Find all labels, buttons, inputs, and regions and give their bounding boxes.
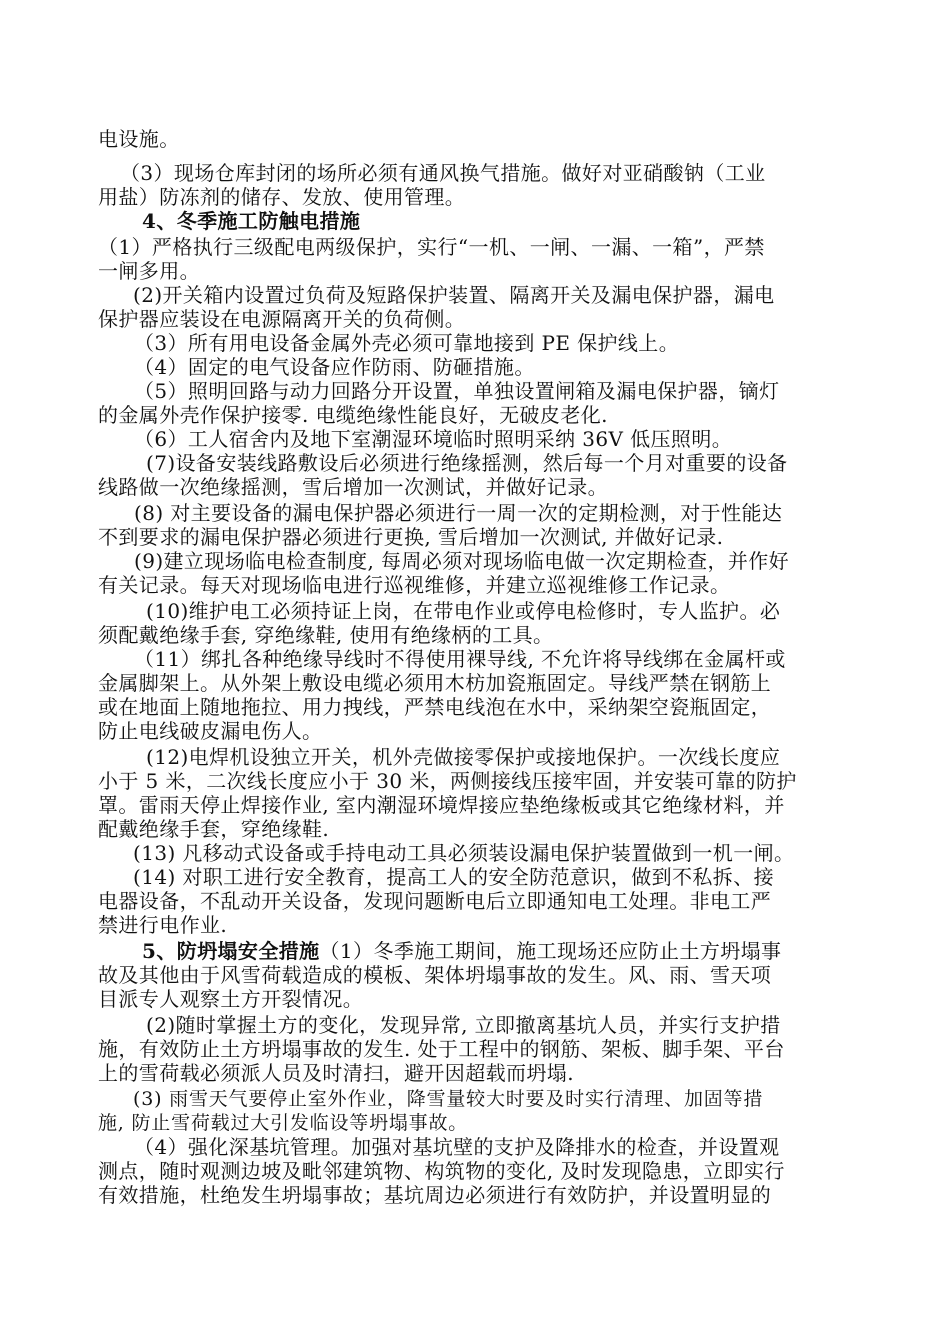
text-line-24: 或在地面上随地拖拉、用力拽线，严禁电线泡在水中，采纳架空瓷瓶固定， <box>98 695 772 719</box>
text-line-1: 电设施。 <box>98 127 180 151</box>
text-line-36: 目派专人观察土方开裂情况。 <box>98 987 364 1011</box>
text-line-14: (7)设备安装线路敷设后必须进行绝缘摇测，然后每一个月对重要的设备 <box>146 451 788 475</box>
text-line-29: 配戴绝缘手套，穿绝缘鞋. <box>98 817 330 841</box>
text-line-9: （3）所有用电设备金属外壳必须可靠地接到 PE 保护线上。 <box>134 331 680 355</box>
text-line-8: 保护器应装设在电源隔离开关的负荷侧。 <box>98 307 466 331</box>
text-line-38: 施，有效防止土方坍塌事故的发生. 处于工程中的钢筋、架板、脚手架、平台 <box>98 1037 785 1061</box>
text-line-39: 上的雪荷载必须派人员及时清扫，避开因超载而坍塌. <box>98 1061 574 1085</box>
text-line-44: 有效措施，杜绝发生坍塌事故；基坑周边必须进行有效防护，并设置明显的 <box>98 1183 772 1207</box>
text-line-16: (8) 对主要设备的漏电保护器必须进行一周一次的定期检测，对于性能达 <box>134 501 783 525</box>
text-line-12: 的金属外壳作保护接零. 电缆绝缘性能良好，无破皮老化. <box>98 403 608 427</box>
text-line-19: 有关记录。每天对现场临电进行巡视维修，并建立巡视维修工作记录。 <box>98 573 731 597</box>
text-line-17: 不到要求的漏电保护器必须进行更换, 雪后增加一次测试, 并做好记录. <box>98 525 724 549</box>
section-5-line <box>142 938 781 964</box>
text-line-15: 线路做一次绝缘摇测，雪后增加一次测试，并做好记录。 <box>98 475 608 499</box>
text-line-42: （4）强化深基坑管理。加强对基坑壁的支护及降排水的检查，并设置观 <box>134 1135 780 1159</box>
text-line-26: (12)电焊机设独立开关，机外壳做接零保护或接地保护。一次线长度应 <box>146 745 781 769</box>
text-line-7: (2)开关箱内设置过负荷及短路保护装置、隔离开关及漏电保护器，漏电 <box>133 283 775 307</box>
text-line-41: 施, 防止雪荷载过大引发临设等坍塌事故。 <box>98 1112 469 1134</box>
text-line-13: （6）工人宿舍内及地下室潮湿环境临时照明采纳 36V 低压照明。 <box>134 427 733 451</box>
text-line-32: 电器设备，不乱动开关设备，发现问题断电后立即通知电工处理。非电工严 <box>98 889 772 913</box>
text-line-25: 防止电线破皮漏电伤人。 <box>98 719 323 743</box>
text-line-11: （5）照明回路与动力回路分开设置，单独设置闸箱及漏电保护器，镝灯 <box>134 379 780 403</box>
text-line-31: (14) 对职工进行安全教育，提高工人的安全防范意识，做到不私拆、接 <box>133 865 775 889</box>
text-line-27: 小于 5 米，二次线长度应小于 30 米，两侧接线压接牢固，并安装可靠的防护 <box>98 769 797 793</box>
text-line-5: （1）严格执行三级配电两级保护，实行“一机、一闸、一漏、一箱”，严禁 <box>98 235 765 259</box>
section-5-heading: 5、防坍塌安全措施 <box>142 939 320 963</box>
text-line-23: 金属脚架上。从外架上敷设电缆必须用木枋加瓷瓶固定。导线严禁在钢筋上 <box>98 671 772 695</box>
text-line-10: （4）固定的电气设备应作防雨、防砸措施。 <box>134 355 535 379</box>
section-4-heading: 4、冬季施工防触电措施 <box>142 209 361 233</box>
text-line-20: (10)维护电工必须持证上岗，在带电作业或停电检修时，专人监护。必 <box>146 599 781 623</box>
text-line-43: 测点，随时观测边坡及毗邻建筑物、构筑物的变化, 及时发现隐患，立即实行 <box>98 1159 785 1183</box>
text-line-2: （3）现场仓库封闭的场所必须有通风换气措施。做好对亚硝酸钠（工业 <box>120 161 766 185</box>
text-line-6: 一闸多用。 <box>98 259 200 283</box>
text-line-35: 故及其他由于风雪荷载造成的模板、架体坍塌事故的发生。风、雨、雪天项 <box>98 963 772 987</box>
text-line-3: 用盐）防冻剂的储存、发放、使用管理。 <box>98 185 466 209</box>
section-5-first-text: （1）冬季施工期间，施工现场还应防止土方坍塌事 <box>319 939 782 963</box>
text-line-37: (2)随时掌握土方的变化，发现异常, 立即撤离基坑人员，并实行支护措 <box>146 1013 781 1037</box>
text-line-21: 须配戴绝缘手套, 穿绝缘鞋, 使用有绝缘柄的工具。 <box>98 623 554 647</box>
text-line-40: (3) 雨雪天气要停止室外作业，降雪量较大时要及时实行清理、加固等措 <box>133 1088 764 1110</box>
text-line-22: （11）绑扎各种绝缘导线时不得使用裸导线, 不允许将导线绑在金属杆或 <box>134 647 786 671</box>
text-line-28: 罩。雷雨天停止焊接作业, 室内潮湿环境焊接应垫绝缘板或其它绝缘材料，并 <box>98 793 785 817</box>
text-line-18: (9)建立现场临电检查制度, 每周必须对现场临电做一次定期检查，并作好 <box>134 549 790 573</box>
text-line-33: 禁进行电作业. <box>98 913 228 937</box>
text-line-30: (13) 凡移动式设备或手持电动工具必须装设漏电保护装置做到一机一闸。 <box>133 841 795 865</box>
